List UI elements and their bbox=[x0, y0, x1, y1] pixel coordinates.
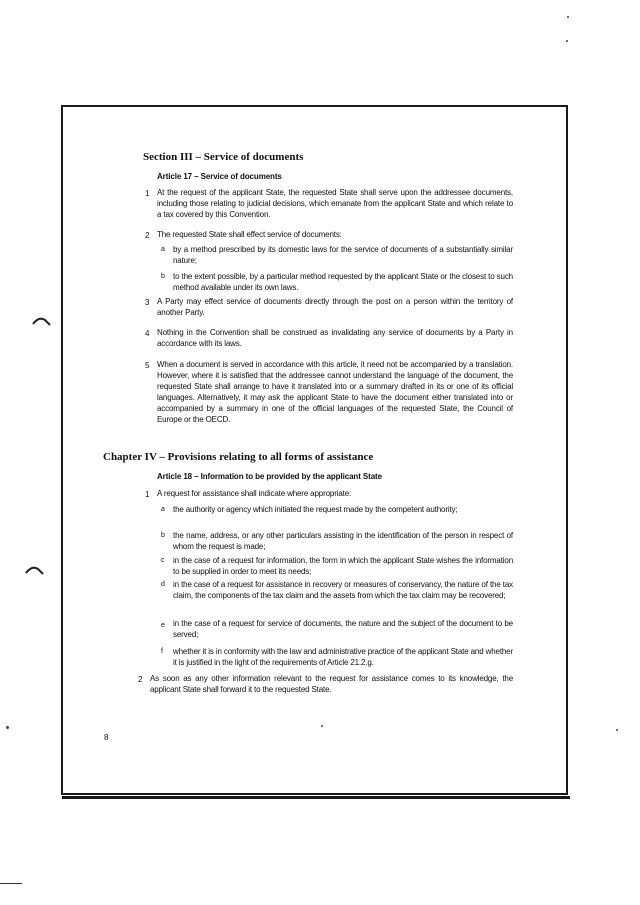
a17-paragraph-5: When a document is served in accordance with this article, it need not be accompanied by a translation. However, where it is satisfied that the addressee cannot understand the language of the document, the requested State shall arrange to have it translated into or a summary drafted in its or one of its official languages. Alternatively, it may ask the applicant State to have the document either translated into or accompanied by a summary in one of the official languages of the requested State, the Council of Europe or the OECD. bbox=[157, 360, 513, 424]
a18-item-e: in the case of a request for service of documents, the nature and the subject of the document to be served; bbox=[173, 619, 513, 639]
a17-paragraph-1: At the request of the applicant State, the requested State shall serve upon the addressee documents, including those relating to judicial decisions, which emanate from the applicant State and which relate to a tax covered by this Convention. bbox=[157, 188, 513, 219]
a18-p1-number: 1 bbox=[145, 490, 150, 499]
a18-item-b: the name, address, or any other particulars assisting in the identification of the person in respect of whom the request is made; bbox=[173, 531, 513, 551]
a18-f-letter: f bbox=[161, 648, 163, 655]
scan-speck bbox=[616, 729, 618, 731]
article-17-title: Article 17 – Service of documents bbox=[157, 172, 282, 181]
a17-p3-number: 3 bbox=[145, 298, 150, 307]
a17-p1-number: 1 bbox=[145, 189, 150, 198]
a17-p5-number: 5 bbox=[145, 361, 150, 370]
article-18-title: Article 18 – Information to be provided by the applicant State bbox=[157, 472, 382, 481]
a17-paragraph-3: A Party may effect service of documents directly through the post on a person within the territory of another Party. bbox=[157, 297, 513, 317]
chapter-title: Chapter IV – Provisions relating to all forms of assistance bbox=[103, 451, 374, 463]
page-number: 8 bbox=[104, 733, 109, 742]
binder-hole-mark-icon bbox=[25, 564, 45, 576]
a18-item-f: whether it is in conformity with the law and administrative practice of the applicant State and whether it is justified in the light of the requirements of Article 21.2.g. bbox=[173, 647, 513, 667]
page-border-shadow bbox=[62, 796, 570, 799]
a17-item-b: to the extent possible, by a particular method requested by the applicant State or the closest to such method available under its own laws. bbox=[173, 272, 513, 292]
a17-paragraph-4: Nothing in the Convention shall be construed as invalidating any service of documents by a Party in accordance with its laws. bbox=[157, 328, 513, 348]
binder-hole-mark-icon bbox=[32, 315, 52, 327]
a17-p2b-letter: b bbox=[161, 273, 165, 280]
a18-c-letter: c bbox=[161, 557, 165, 564]
a18-paragraph-2: As soon as any other information relevant to the request for assistance comes to its knowledge, the applicant State shall forward it to the requested State. bbox=[150, 674, 513, 694]
scan-speck bbox=[321, 725, 323, 727]
scan-speck bbox=[567, 16, 569, 18]
a17-p4-number: 4 bbox=[145, 329, 150, 338]
scan-speck bbox=[6, 726, 9, 729]
scan-edge-line bbox=[0, 883, 22, 884]
a18-paragraph-1: A request for assistance shall indicate where appropriate: bbox=[157, 489, 352, 498]
a18-item-c: in the case of a request for information, the form in which the applicant State wishes the information to be supplied in order to meet its needs; bbox=[173, 556, 513, 576]
scan-speck bbox=[566, 40, 568, 42]
section-title: Section III – Service of documents bbox=[143, 151, 304, 163]
a18-d-letter: d bbox=[161, 581, 165, 588]
a18-p2-number: 2 bbox=[138, 675, 143, 684]
a18-item-d: in the case of a request for assistance in recovery or measures of conservancy, the nature of the tax claim, the components of the tax claim and the assets from which the tax claim may be recovered; bbox=[173, 580, 513, 600]
a18-item-a: the authority or agency which initiated the request made by the competent authority; bbox=[173, 505, 458, 514]
a18-a-letter: a bbox=[161, 506, 165, 513]
a18-e-letter: e bbox=[161, 622, 165, 629]
a18-b-letter: b bbox=[161, 532, 165, 539]
a17-paragraph-2: The requested State shall effect service of documents: bbox=[157, 230, 342, 239]
a17-p2-number: 2 bbox=[145, 231, 150, 240]
a17-p2a-letter: a bbox=[161, 246, 165, 253]
a17-item-a: by a method prescribed by its domestic laws for the service of documents of a substantially similar nature; bbox=[173, 245, 513, 265]
